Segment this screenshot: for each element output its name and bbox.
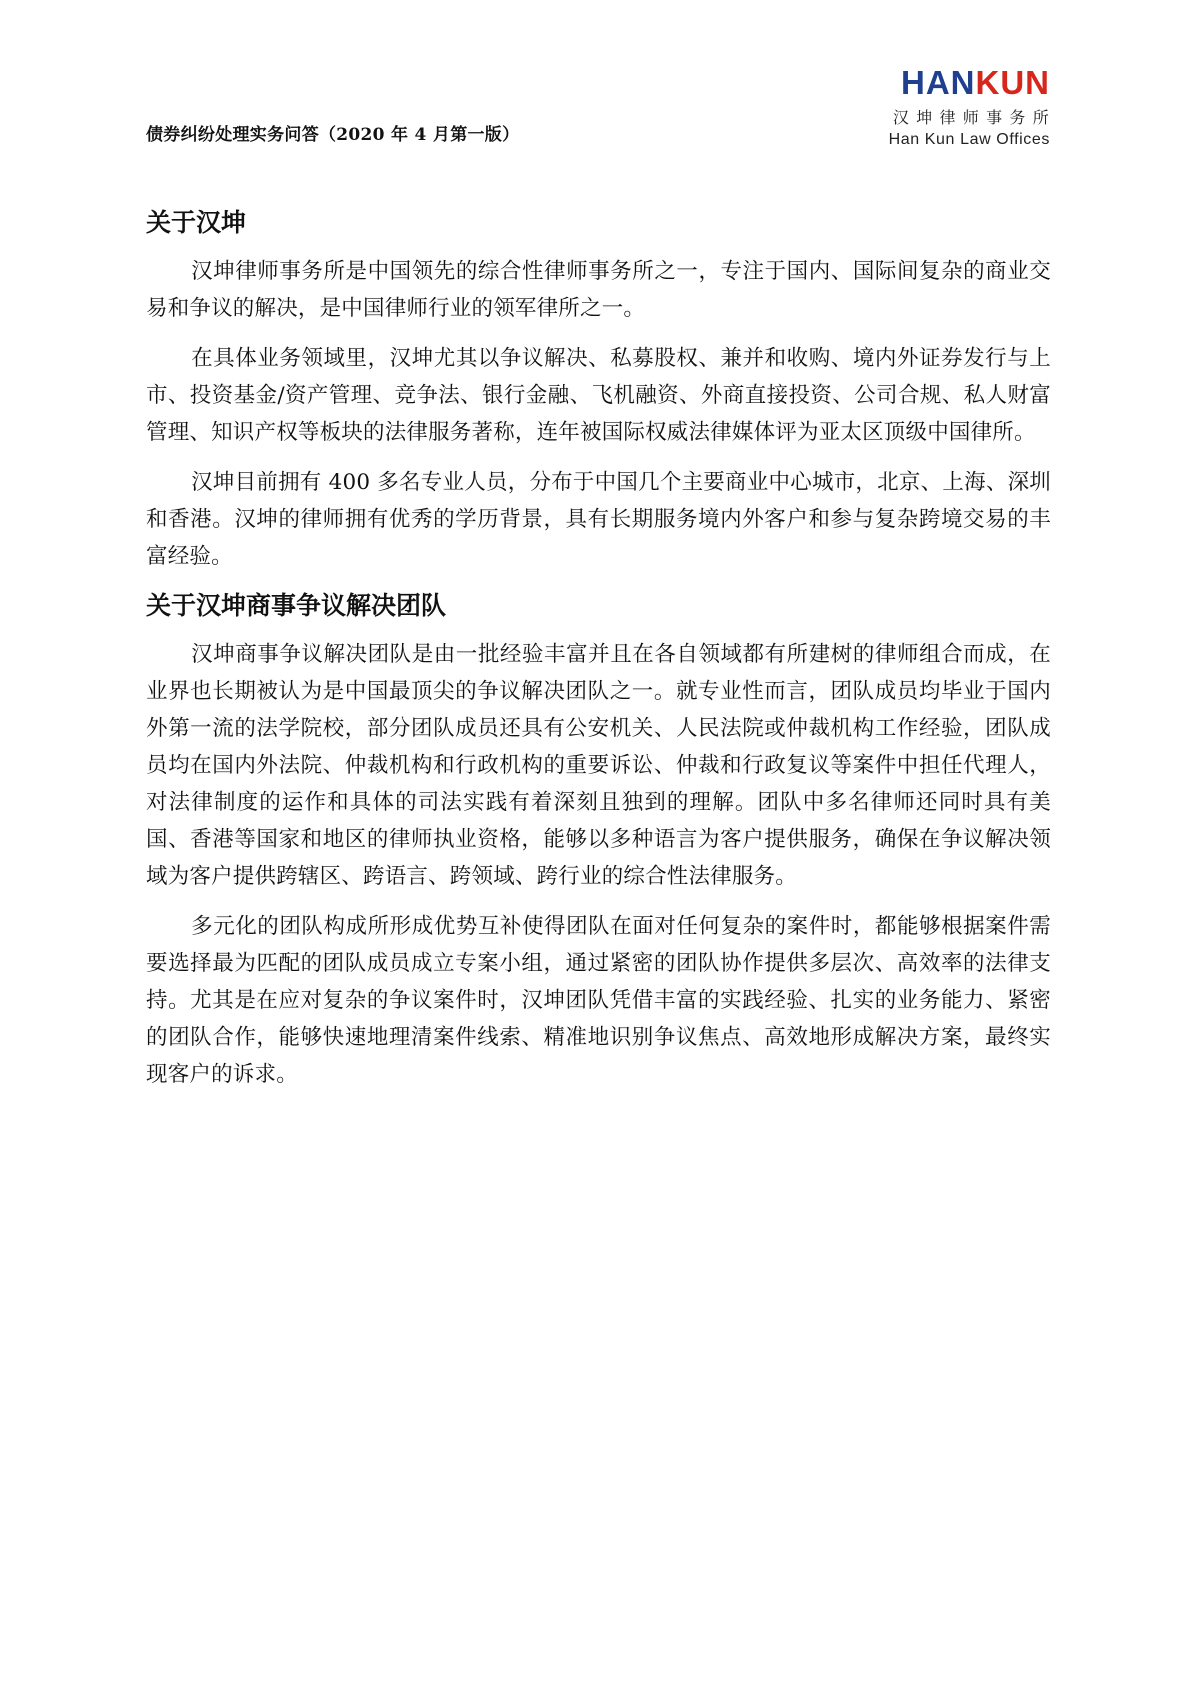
logo-chinese-name: 汉坤律师事务所 xyxy=(892,108,1056,127)
main-content xyxy=(146,205,1051,1106)
paragraph: 汉坤目前拥有 400 多名专业人员，分布于中国几个主要商业中心城市，北京、上海、深圳和香港。汉坤的律师拥有优秀的学历背景，具有长期服务境内外客户和参与复杂跨境交易的丰富经验。 xyxy=(146,470,1051,569)
section-title-about-hankun: 关于汉坤 xyxy=(146,208,247,237)
paragraph: 多元化的团队构成所形成优势互补使得团队在面对任何复杂的案件时，都能够根据案件需要选择最为匹配的团队成员成立专案小组，通过紧密的团队协作提供多层次、高效率的法律支持。尤其是在应对复杂的争议案件时，汉坤团队凭借丰富的实践经验、扎实的业务能力、紧密的团队合作，能够快速地理清案件线索、精准地识别争议焦点、高效地形成解决方案，最终实现客户的诉求。 xyxy=(146,914,1051,1087)
paragraph: 在具体业务领域里，汉坤尤其以争议解决、私募股权、兼并和收购、境内外证券发行与上市、投资基金/资产管理、竞争法、银行金融、飞机融资、外商直接投资、公司合规、私人财富管理、知识产权等板块的法律服务著称，连年被国际权威法律媒体评为亚太区顶级中国律所。 xyxy=(146,346,1051,445)
paragraph: 汉坤律师事务所是中国领先的综合性律师事务所之一，专注于国内、国际间复杂的商业交易和争议的解决，是中国律师行业的领军律所之一。 xyxy=(146,259,1051,321)
han-kun-logo xyxy=(870,64,1056,149)
logo-han-text: HAN xyxy=(901,64,976,101)
logo-kun-text: KUN xyxy=(975,64,1050,101)
section-title-dispute-team: 关于汉坤商事争议解决团队 xyxy=(146,591,447,620)
paragraph: 汉坤商事争议解决团队是由一批经验丰富并且在各自领域都有所建树的律师组合而成，在业界也长期被认为是中国最顶尖的争议解决团队之一。就专业性而言，团队成员均毕业于国内外第一流的法学院校，部分团队成员还具有公安机关、人民法院或仲裁机构工作经验，团队成员均在国内外法院、仲裁机构和行政机构的重要诉讼、仲裁和行政复议等案件中担任代理人，对法律制度的运作和具体的司法实践有着深刻且独到的理解。团队中多名律师还同时具有美国、香港等国家和地区的律师执业资格，能够以多种语言为客户提供服务，确保在争议解决领域为客户提供跨辖区、跨语言、跨领域、跨行业的综合性法律服务。 xyxy=(146,642,1051,889)
logo-wordmark xyxy=(870,66,1050,100)
logo-english-name: Han Kun Law Offices xyxy=(888,131,1050,148)
document-header-title: 债券纠纷处理实务问答（2020 年 4 月第一版） xyxy=(146,125,520,145)
